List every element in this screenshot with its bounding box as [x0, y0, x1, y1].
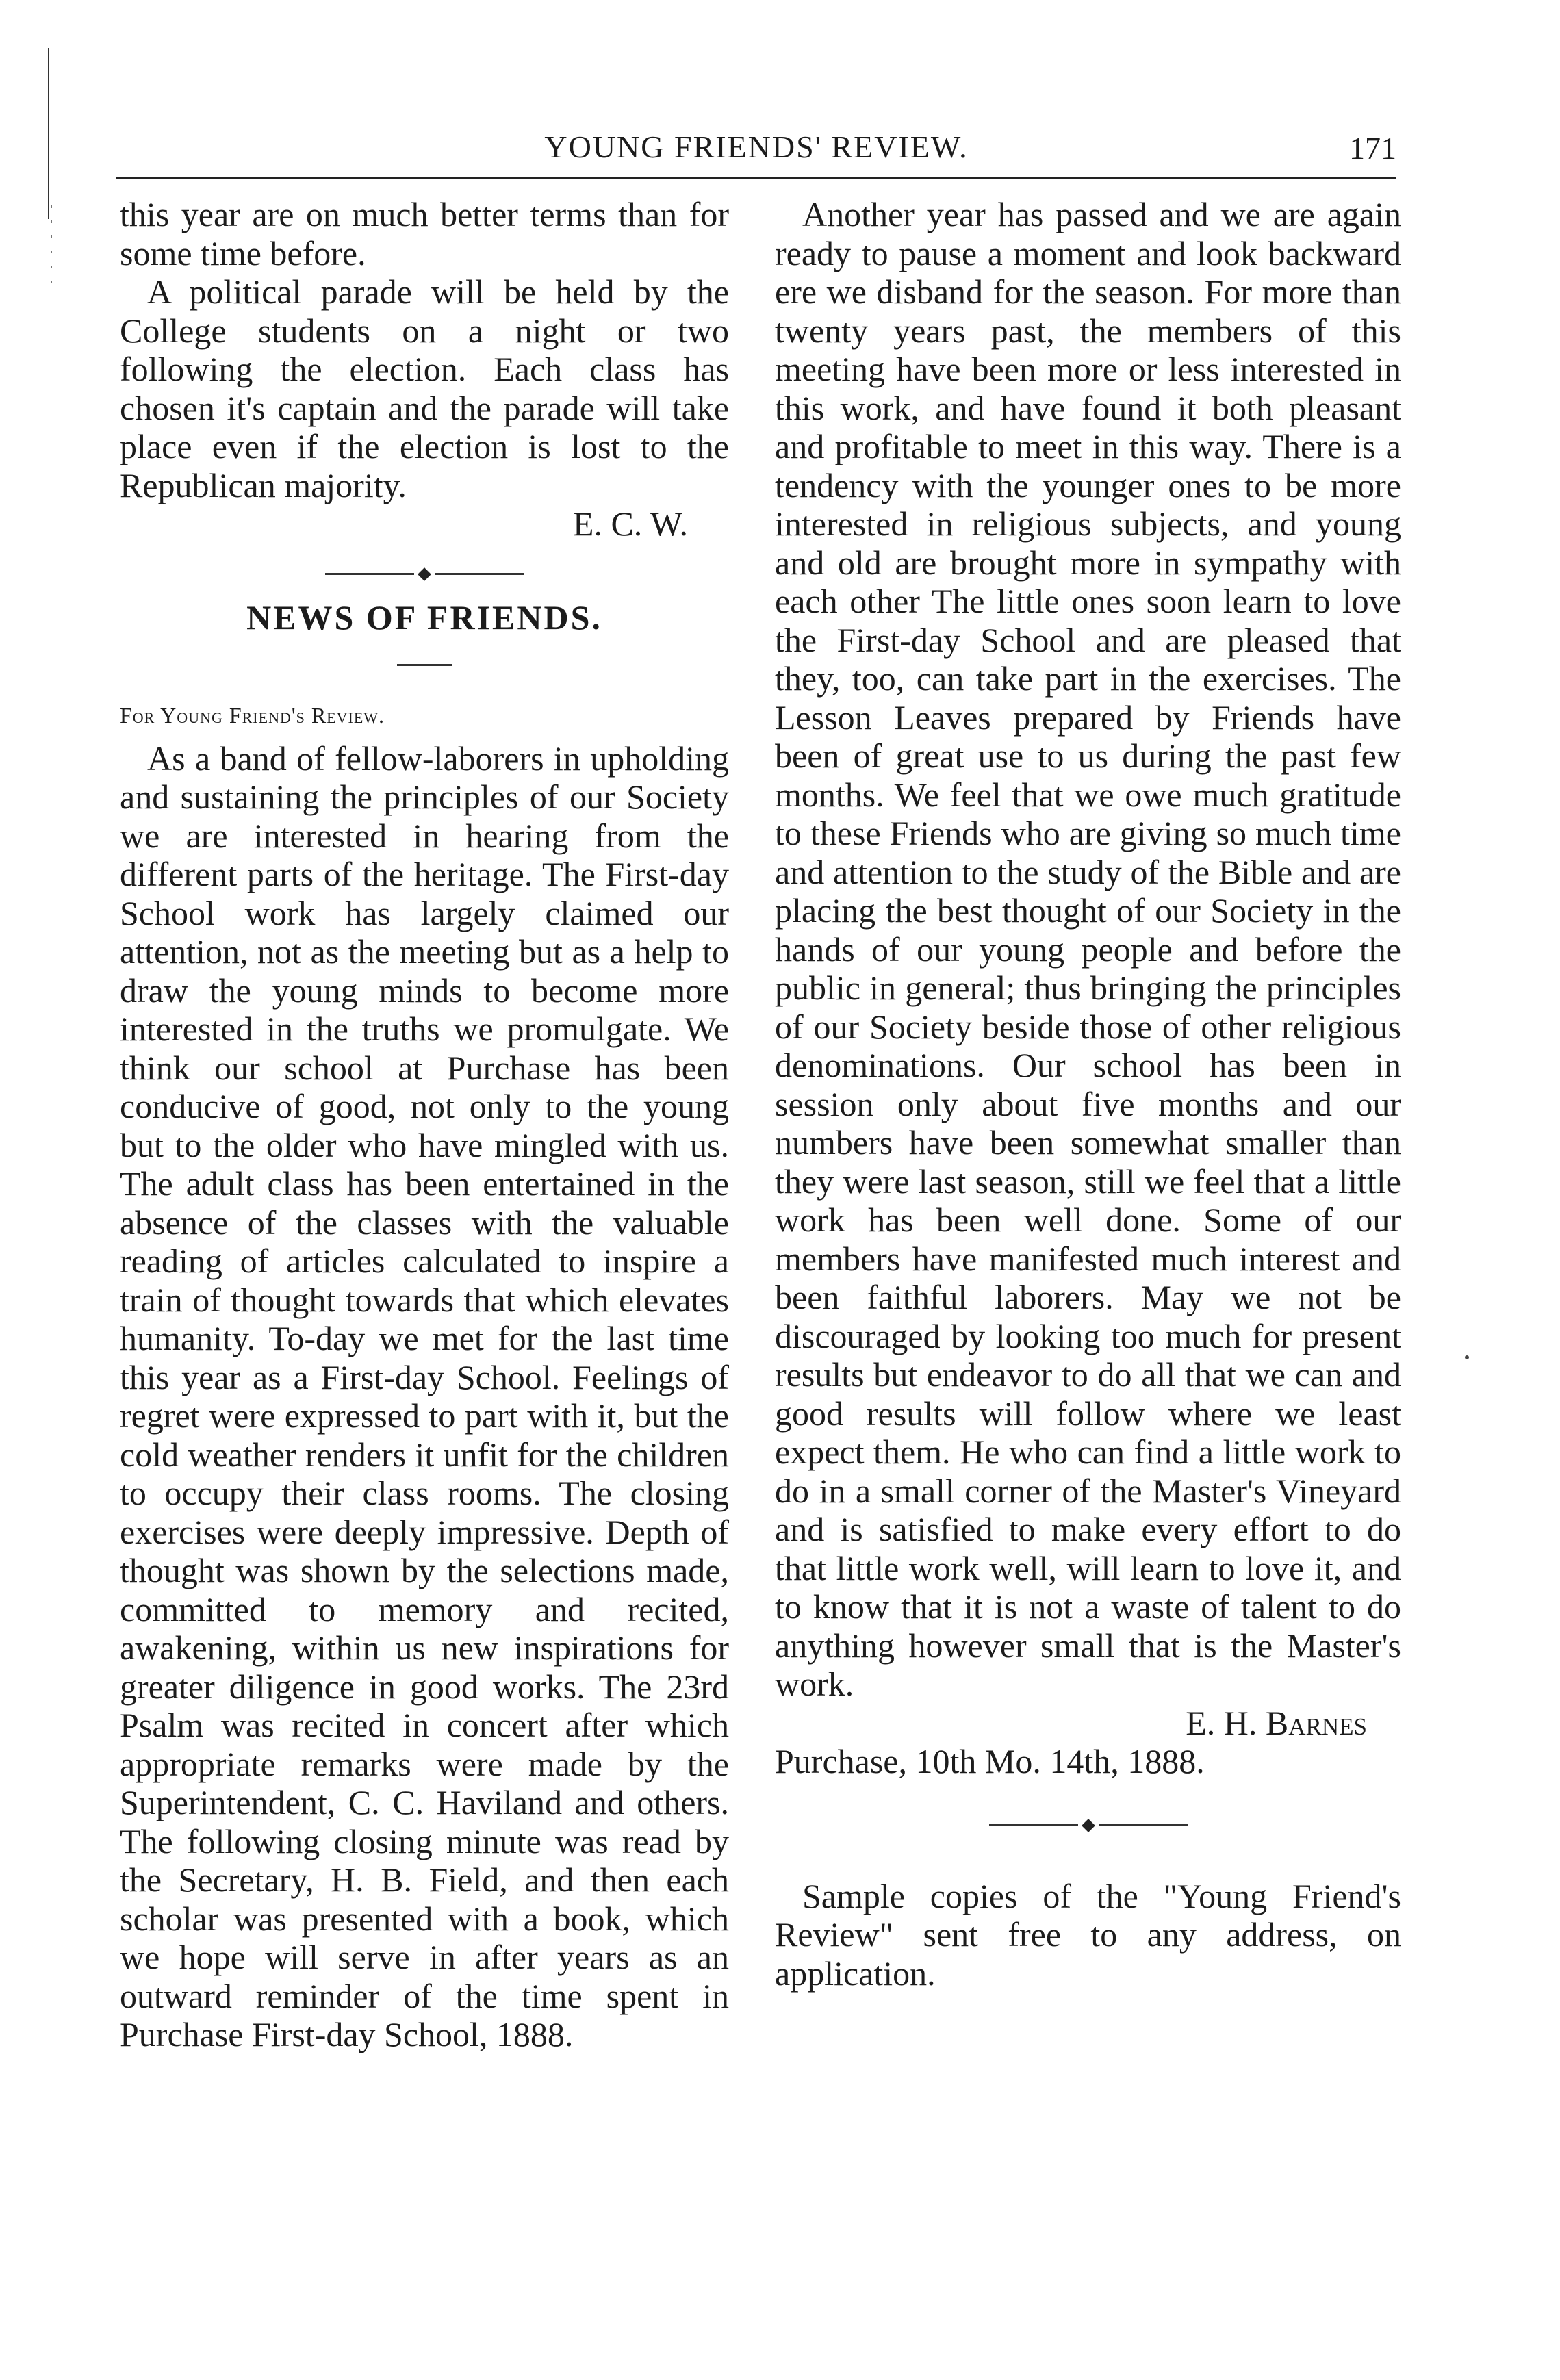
continued-paragraph: this year are on much better terms than for some time before. [120, 195, 729, 272]
left-column [120, 195, 729, 2054]
news-paragraph: As a band of fellow-laborers in upholding and sustaining the principles of our Society we are interested in hearing from the different parts of the heritage. The First-day School work has largely claimed our attention, not as the meeting but as a help to draw the young minds to become more interested in the truths we promulgate. We think our school at Purchase has been conducive of good, not only to the young but to the older who have mingled with us. The adult class has been entertained in the absence of the classes with the valuable reading of articles calculated to inspire a train of thought towards that which elevates humanity. To-day we met for the last time this year as a First-day School. Feelings of regret were expressed to part with it, but the cold weather renders it unfit for the children to occupy their class rooms. The closing exercises were deeply impressive. Depth of thought was shown by the selections made, committed to memory and recited, awakening, within us new inspirations for greater diligence in good works. The 23rd Psalm was recited in concert after which appropriate remarks were made by the Superintendent, C. C. Haviland and others. The following closing minute was read by the Secretary, H. B. Field, and then each scholar was presented with a book, which we hope will serve in after years as an outward reminder of the time spent in Purchase First-day School, 1888. [120, 739, 729, 2053]
page-edge-line [48, 48, 49, 219]
ornament-divider [120, 557, 729, 591]
sample-copies-notice: Sample copies of the "Young Friend's Review" sent free to any address, on application. [775, 1876, 1401, 1993]
stray-mark [1465, 1355, 1469, 1359]
reflection-paragraph: Another year has passed and we are again ready to pause a moment and look backward ere we disband for the season. For more than twenty years past, the members of this meeting have been more or less interested in this work, and have found it both pleasant and profitable to meet in this way. There is a tendency with the younger ones to be more interested in religious subjects, and young and old are brought more in sympathy with each other The little ones soon learn to love the First-day School and are pleased that they, too, can take part in the exercises. The Lesson Leaves prepared by Friends have been of great use to us during the past few months. We feel that we owe much gratitude to these Friends who are giving so much time and attention to the study of the Bible and are placing the best thought of our Society in the hands of our young people and before the public in general; thus bringing the principles of our Society beside those of other religious denominations. Our school has been in session only about five months and our numbers have been somewhat smaller than they were last season, still we feel that a little work has been well done. Some of our members have manifested much interest and been faithful laborers. May we not be discouraged by looking too much for present results but endeavor to do all that we can and good results will follow where we least expect them. He who can find a little work to do in a small corner of the Master's Vineyard and is satisfied to make every effort to do that little work well, will learn to love it, and to know that it is not a waste of talent to do anything however small that is the Master's work. [775, 195, 1401, 1703]
signature-barnes: E. H. Barnes [1186, 1703, 1367, 1742]
page-header [116, 123, 1396, 171]
right-column [775, 195, 1401, 1993]
signature-ecw: E. C. W. [572, 504, 688, 543]
section-title: NEWS OF FRIENDS. [246, 598, 602, 637]
dateline: Purchase, 10th Mo. 14th, 1888. [775, 1742, 1205, 1780]
page-edge-dots [51, 205, 52, 287]
page-number: 171 [1349, 131, 1396, 166]
ornament-divider-right [775, 1808, 1401, 1843]
running-title: YOUNG FRIENDS' REVIEW. [544, 129, 969, 164]
parade-paragraph: A political parade will be held by the College students on a night or two following the election. Each class has chosen it's captain and the parade will take place even if the election is lost to the Republican majority. [120, 272, 729, 504]
short-rule [397, 664, 452, 666]
source-line: For Young Friend's Review. [120, 703, 385, 728]
header-rule [116, 177, 1396, 179]
